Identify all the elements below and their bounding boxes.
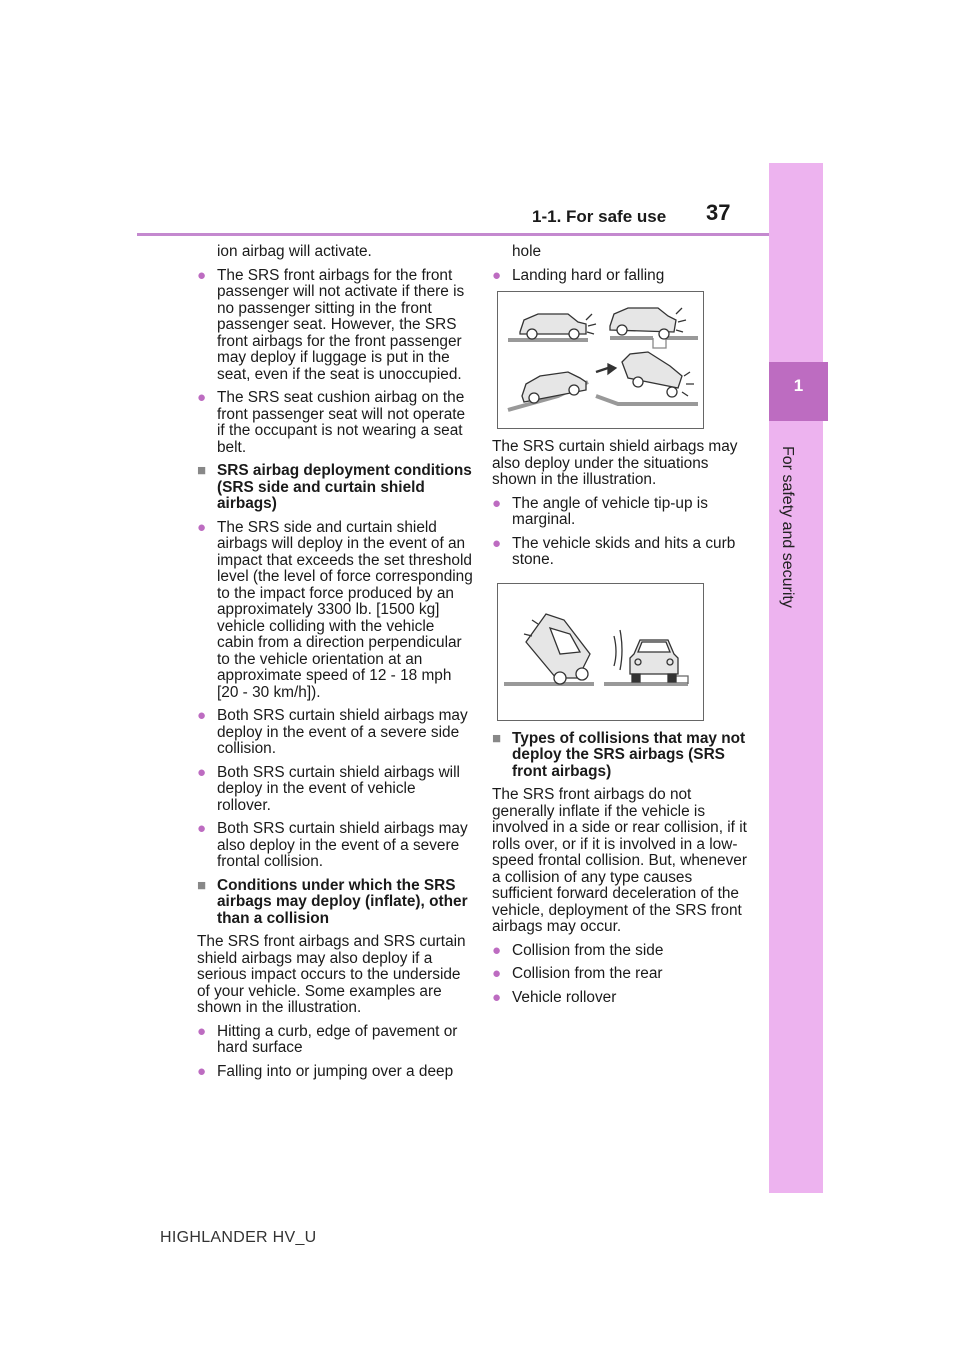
list-item: ● The angle of vehicle tip-up is marginal.: [492, 494, 708, 528]
list-item: ● Hitting a curb, edge of pavement or hard surface: [197, 1022, 458, 1056]
list-item: ● The SRS side and curtain shield airbags will deploy in the event of an impact that exceeds the set threshold level (the level of force corresponding to the impact force produced by an approximately 3300 lb. [1500 kg] vehicle colliding with the vehicle cabin from a direction perpendicular to the vehicle orientation at an approximate speed of 12 - 18 mph [20 - 30 km/h]).: [197, 518, 473, 701]
paragraph: The SRS front airbags do not generally inflate if the vehicle is involved in a side or rear collision, if it rolls over, or if it is involved in a low-speed frontal collision. But, whenever a collision of any type causes sufficient forward deceleration of the vehicle, deployment of the SRS front airbags may occur.: [492, 786, 747, 935]
underside-impact-illustration: [497, 291, 704, 429]
bullet-icon: ●: [197, 518, 207, 536]
continued-text: ion airbag will activate.: [217, 243, 372, 260]
section-heading: ■ Types of collisions that may not deploy the SRS airbags (SRS front airbags): [492, 729, 746, 780]
bullet-icon: ●: [492, 988, 502, 1006]
list-item: ● Falling into or jumping over a deep: [197, 1062, 454, 1080]
bullet-icon: ●: [492, 965, 502, 982]
section-heading: ■ SRS airbag deployment conditions (SRS side and curtain shield airbags): [197, 462, 472, 512]
bullet-icon: ●: [197, 1022, 207, 1040]
list-item: ● Vehicle rollover: [492, 988, 617, 1006]
chapter-number: 1: [793, 376, 804, 395]
continued-text: hole: [512, 243, 542, 260]
right-column: [492, 244, 754, 1013]
list-item: ● The SRS seat cushion airbag on the front passenger seat will not operate if the occupant is not wearing a seat belt.: [197, 389, 466, 456]
list-item: ● The vehicle skids and hits a curb stone.: [492, 534, 736, 568]
bullet-icon: ●: [197, 266, 207, 284]
car-tip-skid-drawing: [498, 584, 703, 720]
bullet-icon: ●: [197, 820, 207, 837]
left-column: [197, 244, 473, 1087]
list-item: ● Both SRS curtain shield airbags will deploy in the event of vehicle rollover.: [197, 763, 460, 814]
bullet-icon: ●: [492, 266, 502, 284]
bullet-icon: ●: [492, 941, 502, 959]
page-number: 37: [706, 200, 731, 225]
list-item: ● Landing hard or falling: [492, 266, 665, 284]
bullet-icon: ●: [492, 494, 502, 512]
bullet-icon: ●: [197, 763, 207, 781]
header-rule: [137, 233, 769, 236]
list-item: ● Collision from the side: [492, 941, 664, 959]
list-item: ● Both SRS curtain shield airbags may deploy in the event of a severe side collision.: [197, 707, 468, 757]
list-item: ● Both SRS curtain shield airbags may also deploy in the event of a severe frontal collision.: [197, 820, 468, 870]
tip-up-skid-illustration: [497, 583, 704, 721]
list-item: ● Collision from the rear: [492, 965, 663, 982]
bullet-icon: ●: [197, 389, 207, 406]
square-bullet-icon: ■: [197, 876, 207, 894]
list-item: ● The SRS front airbags for the front passenger will not activate if there is no passenger sitting in the front passenger seat. However, the SRS front airbags for the front passenger may deploy if luggage is put in the seat, even if the seat is unoccupied.: [197, 266, 465, 383]
chapter-label: For safety and security: [779, 446, 796, 608]
chapter-side-tab: [769, 163, 823, 1193]
bullet-icon: ●: [492, 534, 502, 552]
paragraph: The SRS front airbags and SRS curtain shield airbags may also deploy if a serious impact occurs to the underside of your vehicle. Some examples are shown in the illustration.: [197, 933, 466, 1016]
paragraph: The SRS curtain shield airbags may also deploy under the situations shown in the illustration.: [492, 438, 738, 488]
section-title: 1-1. For safe use: [532, 207, 667, 226]
square-bullet-icon: ■: [197, 462, 207, 479]
bullet-icon: ●: [197, 1062, 207, 1080]
footer-model-code: HIGHLANDER HV_U: [160, 1229, 317, 1246]
square-bullet-icon: ■: [492, 729, 502, 747]
section-heading: ■ Conditions under which the SRS airbags may deploy (inflate), other than a collision: [197, 876, 468, 927]
bullet-icon: ●: [197, 707, 207, 724]
car-impact-drawing: [498, 292, 703, 428]
